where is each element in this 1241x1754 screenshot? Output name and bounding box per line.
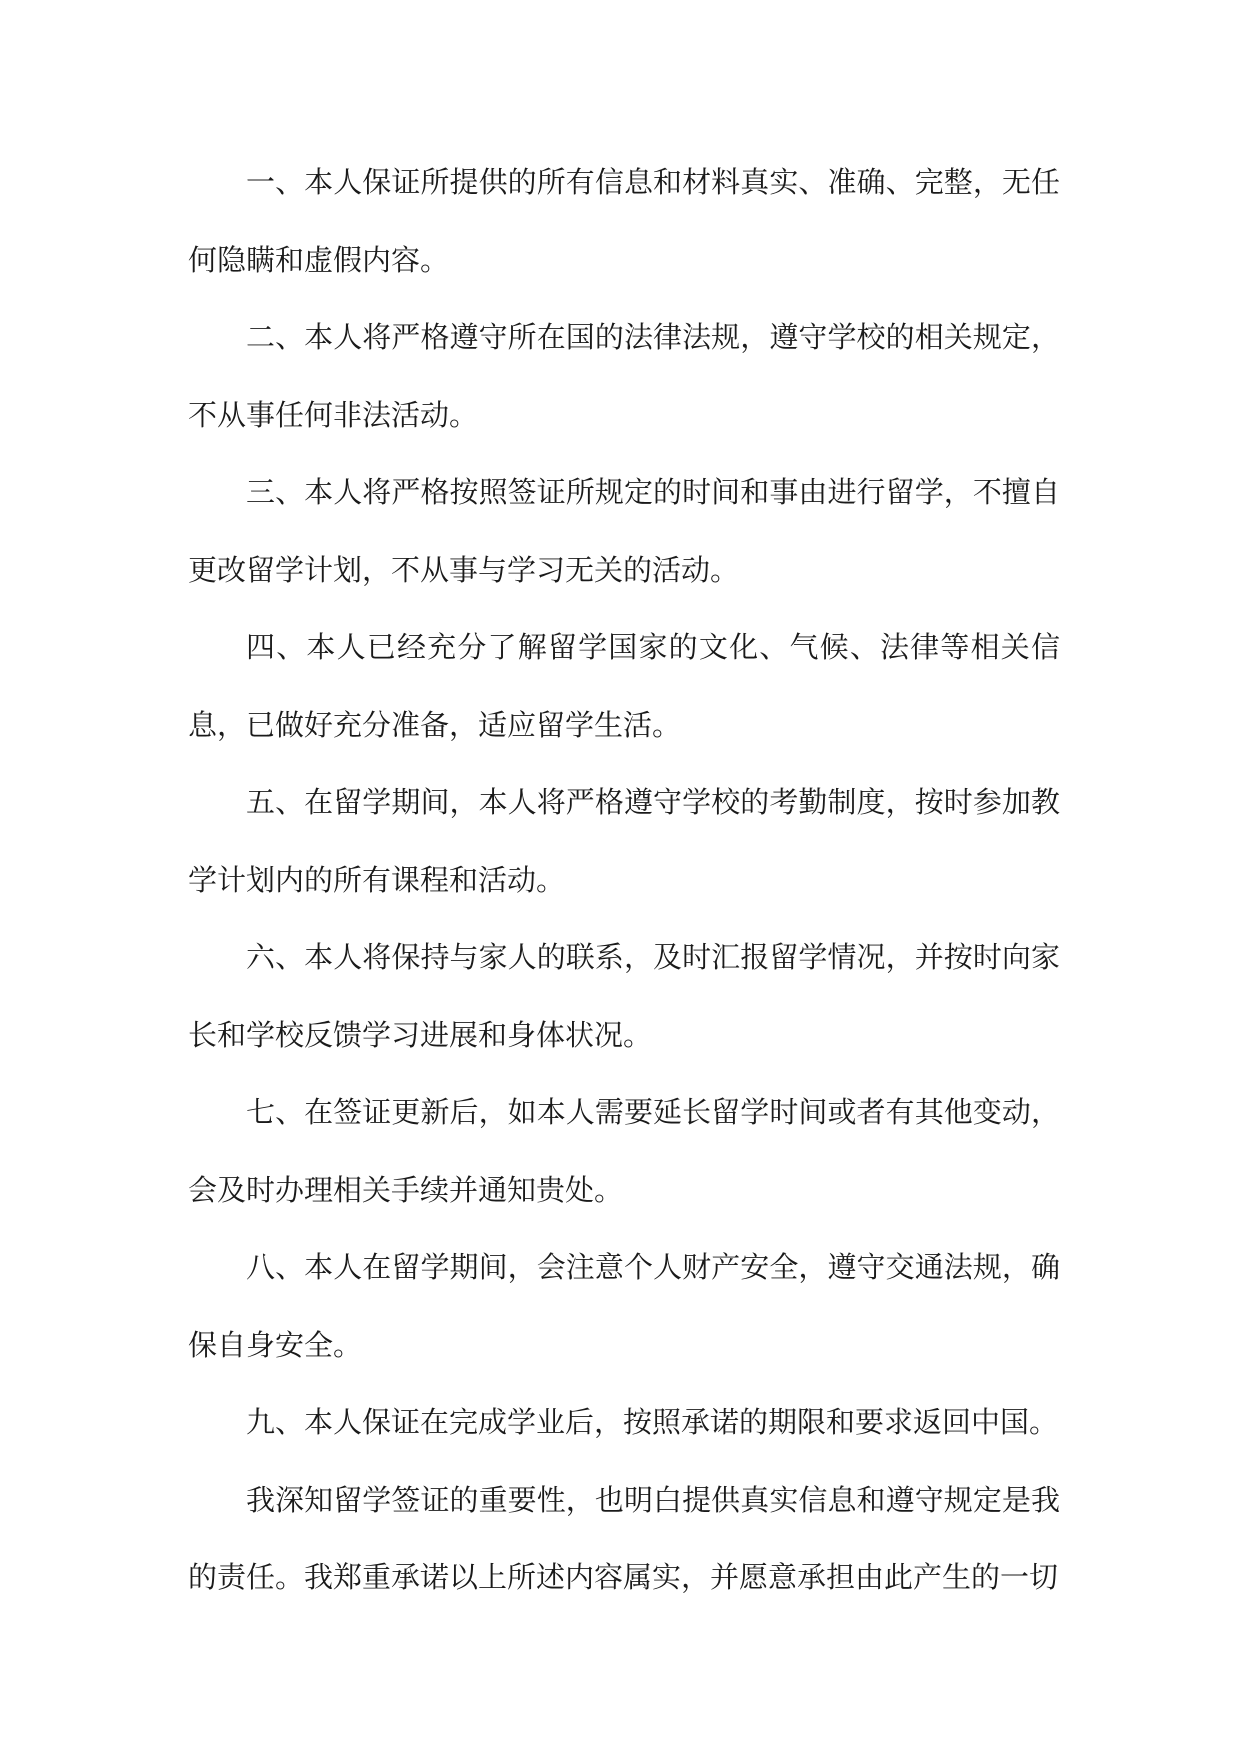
paragraph-10: 我深知留学签证的重要性，也明白提供真实信息和遵守规定是我的责任。我郑重承诺以上所述内容属实，并愿意承担由此产生的一切	[188, 1482, 1060, 1594]
paragraph-4: 四、本人已经充分了解留学国家的文化、气候、法律等相关信息，已做好充分准备，适应留学生活。	[188, 630, 1060, 742]
paragraph-8: 八、本人在留学期间，会注意个人财产安全，遵守交通法规，确保自身安全。	[188, 1250, 1060, 1362]
paragraph-6: 六、本人将保持与家人的联系，及时汇报留学情况，并按时向家长和学校反馈学习进展和身体状况。	[188, 940, 1060, 1052]
paragraph-7: 七、在签证更新后，如本人需要延长留学时间或者有其他变动，会及时办理相关手续并通知贵处。	[188, 1095, 1060, 1207]
paragraph-2: 二、本人将严格遵守所在国的法律法规，遵守学校的相关规定，不从事任何非法活动。	[188, 320, 1060, 432]
paragraph-9: 九、本人保证在完成学业后，按照承诺的期限和要求返回中国。	[246, 1405, 1059, 1439]
paragraph-5: 五、在留学期间，本人将严格遵守学校的考勤制度，按时参加教学计划内的所有课程和活动。	[188, 785, 1060, 897]
paragraph-3: 三、本人将严格按照签证所规定的时间和事由进行留学，不擅自更改留学计划，不从事与学习无关的活动。	[188, 475, 1060, 587]
document-body	[188, 144, 1060, 1617]
paragraph-1: 一、本人保证所提供的所有信息和材料真实、准确、完整，无任何隐瞒和虚假内容。	[188, 165, 1060, 277]
